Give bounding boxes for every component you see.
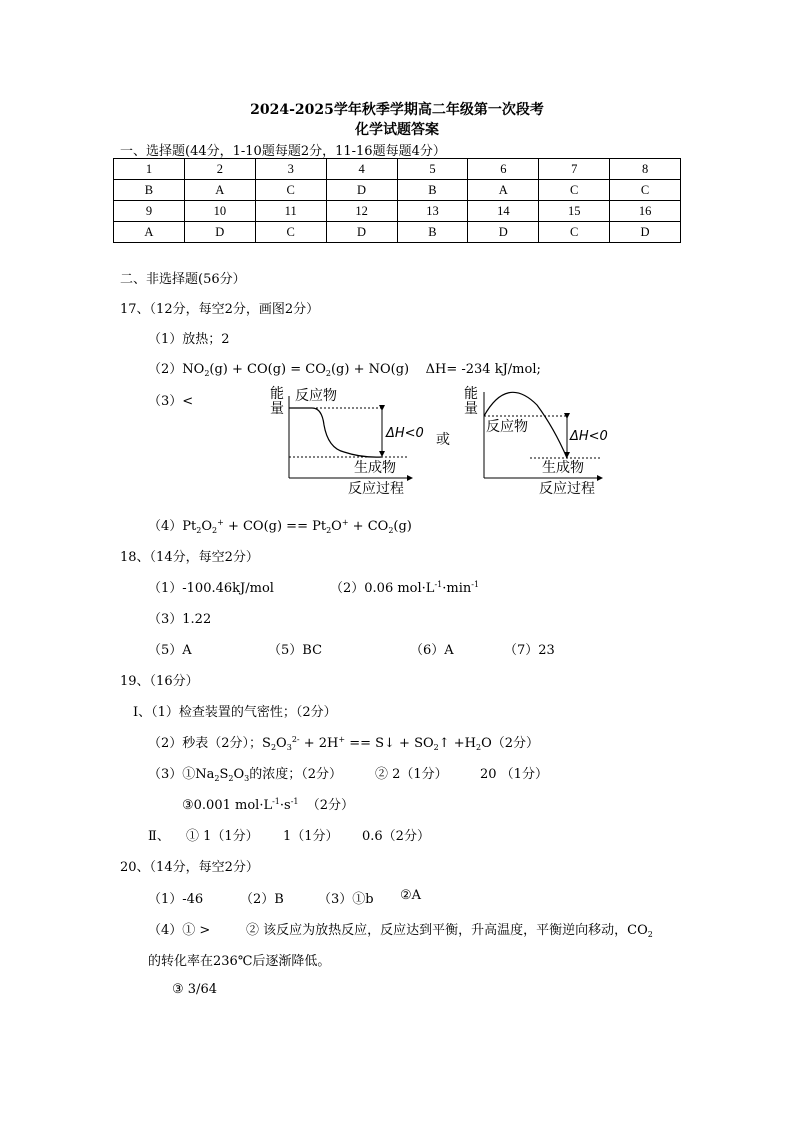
answer-table-cell: 2 <box>184 159 255 180</box>
q18-heading: 18、（14分，每空2分） <box>120 550 259 565</box>
svg-text:生成物: 生成物 <box>354 460 396 476</box>
answer-table-cell: B <box>114 180 185 201</box>
answer-table-cell: 13 <box>397 201 468 222</box>
q19-part1-3c: 20 （1分） <box>480 767 548 782</box>
q20-heading: 20、（14分，每空2分） <box>120 860 259 875</box>
q18-answer-1: （1）-100.46kJ/mol <box>148 581 274 596</box>
page-title: 2024-2025学年秋季学期高二年级第一次段考 <box>250 102 544 118</box>
answer-table-cell: B <box>397 222 468 243</box>
answer-table-cell: 9 <box>114 201 185 222</box>
or-label: 或 <box>436 432 450 448</box>
q17-heading: 17、（12分，每空2分，画图2分） <box>120 302 320 317</box>
answer-table-cell: 4 <box>326 159 397 180</box>
answer-table-cell: D <box>610 222 681 243</box>
q17-answer-1: （1）放热；2 <box>148 332 230 347</box>
q19-part1-3: $(3)①Na_2S_2O_3$的浓度；（2分） <box>148 767 343 783</box>
answer-table-cell: 6 <box>468 159 539 180</box>
q19-part1-3b: ② 2（1分） <box>375 767 448 782</box>
answer-table-cell: 3 <box>255 159 326 180</box>
answer-table <box>113 158 681 243</box>
answer-table-cell: 5 <box>397 159 468 180</box>
energy-diagrams <box>262 380 612 500</box>
q20-answer-4a: （4）① > <box>148 923 211 938</box>
answer-table-cell: C <box>610 180 681 201</box>
q18-answer-3: （3）1.22 <box>148 612 212 627</box>
svg-text:ΔH<0: ΔH<0 <box>386 426 424 441</box>
answer-table-row <box>114 201 681 222</box>
q20-answer-4d: ③ 3/64 <box>172 982 217 997</box>
answer-table-cell: 14 <box>468 201 539 222</box>
q19-heading: 19、（16分） <box>120 674 199 689</box>
answer-table-cell: C <box>539 222 610 243</box>
answer-table-row <box>114 180 681 201</box>
svg-text:量: 量 <box>270 401 284 417</box>
answer-table-cell: C <box>255 180 326 201</box>
q17-answer-3: （3）< <box>148 394 194 409</box>
svg-text:反应物: 反应物 <box>295 388 337 404</box>
q20-answer-3a: （3）①b <box>318 892 374 907</box>
q20-answer-3b: ②A <box>400 888 422 903</box>
section1-heading: 一、选择题(44分，1-10题每题2分，11-16题每题4分） <box>120 144 446 159</box>
q20-answer-1: （1）-46 <box>148 892 204 907</box>
answer-table-cell: C <box>539 180 610 201</box>
svg-text:ΔH<0: ΔH<0 <box>570 429 608 444</box>
svg-text:量: 量 <box>464 401 478 417</box>
q19-part1-1: Ⅰ、（1）检查装置的气密性；（2分） <box>133 705 337 720</box>
answer-table-cell: 1 <box>114 159 185 180</box>
page-subtitle: 化学试题答案 <box>355 122 439 138</box>
answer-table-cell: 16 <box>610 201 681 222</box>
q19-part2-c: 0.6（2分） <box>362 829 430 844</box>
q19-part1-2: （2）秒表（2分）；$S_2O_3^{2-} + 2H^+$ == S↓ + $SO_2↑ +H_2O(2$分） <box>148 735 540 752</box>
answer-table-cell: D <box>468 222 539 243</box>
svg-text:能: 能 <box>270 386 284 402</box>
answer-table-cell: 12 <box>326 201 397 222</box>
q19-part2-b: 1（1分） <box>283 829 339 844</box>
answer-table-cell: C <box>255 222 326 243</box>
section2-heading: 二、非选择题(56分） <box>120 272 246 287</box>
answer-table-cell: 10 <box>184 201 255 222</box>
answer-table-cell: A <box>114 222 185 243</box>
answer-table-cell: D <box>326 180 397 201</box>
q18-answer-4: （5）A <box>148 643 192 658</box>
q18-answer-5: （5）BC <box>268 643 323 658</box>
answer-table-cell: 7 <box>539 159 610 180</box>
answer-table-row <box>114 222 681 243</box>
svg-text:反应物: 反应物 <box>486 419 528 435</box>
q17-answer-2: $(2)NO_2(g) + CO(g) = CO_2(g) + NO(g)$ ΔH= -234 kJ/mol; <box>148 362 541 378</box>
answer-table-cell: A <box>468 180 539 201</box>
svg-text:能: 能 <box>464 386 478 402</box>
answer-table-cell: 11 <box>255 201 326 222</box>
answer-table-cell: 15 <box>539 201 610 222</box>
q20-answer-4b: ② 该反应为放热反应，反应达到平衡，升高温度，平衡逆向移动，$CO_2$ <box>246 923 653 939</box>
q18-answer-6: （6）A <box>410 643 454 658</box>
answer-table-cell: 8 <box>610 159 681 180</box>
answer-table-cell: B <box>397 180 468 201</box>
q18-answer-2: （2）0.06 $mol\cdot L^{-1}\cdot\min^{-1}$ <box>330 580 480 596</box>
energy-diagram-2 <box>464 385 608 497</box>
q19-part2-label: Ⅱ、 <box>148 829 170 844</box>
energy-diagram-1 <box>270 385 424 497</box>
answer-table-row <box>114 159 681 180</box>
q19-part2-a: ① 1（1分） <box>186 829 259 844</box>
q20-answer-2: （2）B <box>240 892 284 907</box>
svg-text:反应过程: 反应过程 <box>539 481 595 497</box>
svg-text:生成物: 生成物 <box>542 460 584 476</box>
q18-answer-7: （7）23 <box>504 643 555 658</box>
answer-table-cell: A <box>184 180 255 201</box>
q19-part1-3d: ③0.001 $mol\cdot L^{-1}\cdot s^{-1}$ （2分） <box>182 797 355 813</box>
answer-table-cell: D <box>326 222 397 243</box>
answer-table-cell: D <box>184 222 255 243</box>
q20-answer-4c: 的转化率在236℃后逐渐降低。 <box>148 954 331 969</box>
svg-text:反应过程: 反应过程 <box>348 481 404 497</box>
q17-answer-4: $(4)Pt_2O_2^+ + CO(g) == Pt_2O^+ + CO_2(g)$ <box>148 518 412 535</box>
